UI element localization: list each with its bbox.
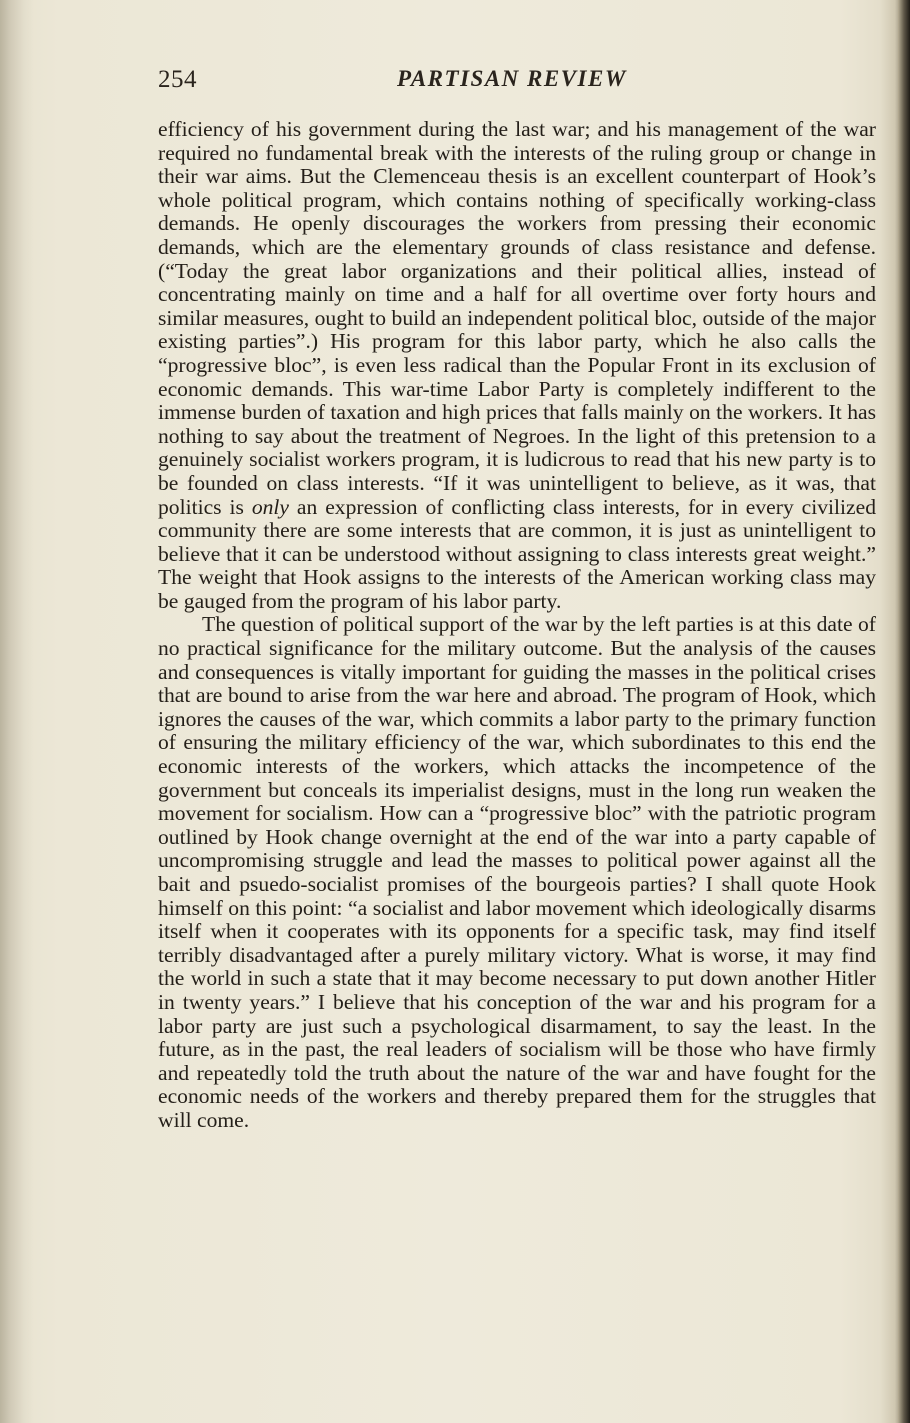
- emphasized-word: only: [251, 494, 289, 519]
- binding-gutter-shadow: [0, 0, 34, 1423]
- body-text: [158, 118, 876, 1133]
- running-head-title: PARTISAN REVIEW: [397, 66, 627, 91]
- paragraph: The question of political support of the war by the left parties is at this date of no practical significance for the military outcome. But the analysis of the causes and consequences is vitally important for guiding the masses in the political crises that are bound to arise from the war here and abroad. The program of Hook, which ignores the causes of the war, which commits a labor party to the primary function of ensuring the military efficiency of the war, which subordinates to this end the economic interests of the workers, which attacks the incompetence of the government but conceals its imperialist designs, must in the long run weaken the movement for socialism. How can a “progressive bloc” with the patriotic program outlined by Hook change overnight at the end of the war into a party capable of uncompromising struggle and lead the masses to political power against all the bait and psuedo-socialist promises of the bourgeois parties? I shall quote Hook himself on this point: “a socialist and labor movement which ideologically disarms itself when it cooperates with its opponents for a specific task, may find itself terribly disadvantaged after a purely military victory. What is worse, it may find the world in such a state that it may become necessary to put down another Hitler in twenty years.” I believe that his conception of the war and his program for a labor party are just such a psychological disarmament, to say the least. In the future, as in the past, the real leaders of socialism will be those who have firmly and repeatedly told the truth about the nature of the war and have fought for the economic needs of the workers and thereby prepared them for the struggles that will come.: [158, 612, 876, 1132]
- page-header: [158, 66, 876, 102]
- paragraph-continued: [158, 118, 876, 613]
- page-edge-shadow: [898, 0, 910, 1423]
- paragraph-text-after-emphasis: an expression of conflicting class interests, for in every civilized community there are some interests that are common, it is just as unintelligent to believe that it can be understood without assigning to class interests great weight.” The weight that Hook assigns to the interests of the American working class may be gauged from the program of his labor party.: [158, 494, 877, 613]
- page-number: 254: [158, 66, 197, 93]
- paragraph-text-before-emphasis: efficiency of his government during the last war; and his management of the war required no fundamental break with the interests of the ruling group or change in their war aims. But the Clemenceau thesis is an excellent counterpart of Hook’s whole political program, which contains nothing of specifically working-class demands. He openly discourages the workers from pressing their economic demands, which are the elementary grounds of class resistance and defense. (“Today the great labor organizations and their political allies, instead of concentrating mainly on time and a half for all overtime over forty hours and similar measures, ought to build an independent political bloc, outside of the major existing parties”.) His program for this labor party, which he also calls the “progressive bloc”, is even less radical than the Popular Front in its exclusion of economic demands. This war-time Labor Party is completely indifferent to the immense burden of taxation and high prices that falls mainly on the workers. It has nothing to say about the treatment of Negroes. In the light of this pretension to a genuinely socialist workers program, it is ludicrous to read that his new party is to be founded on class interests. “If it was unintelligent to believe, as it was, that politics is: [158, 117, 876, 519]
